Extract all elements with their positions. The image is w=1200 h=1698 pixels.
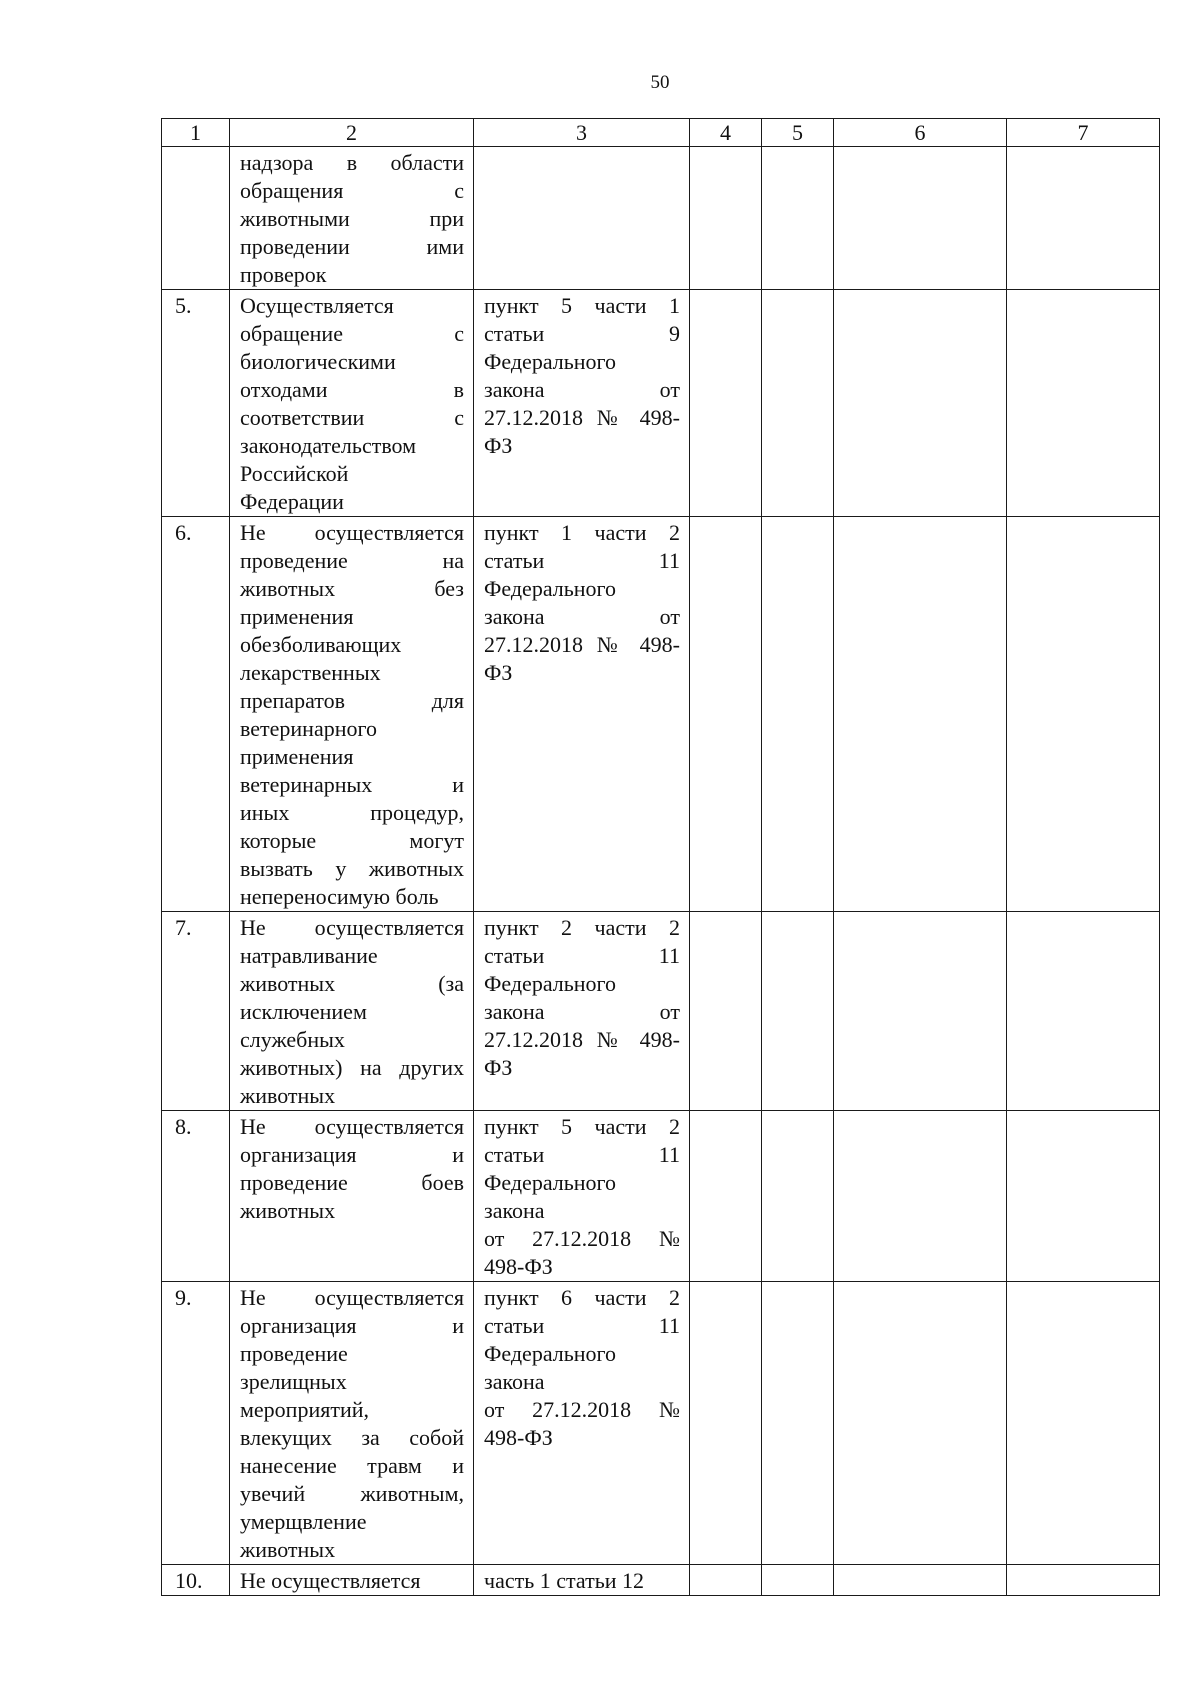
legal-reference-line: от 27.12.2018 № — [484, 1226, 680, 1251]
legal-reference-line: 498-ФЗ — [484, 1425, 553, 1450]
legal-reference-line: пункт 2 части 2 — [484, 915, 680, 940]
requirement-text-line: натравливание — [240, 943, 378, 968]
row-number — [162, 147, 230, 290]
requirement-text-line: вызвать у животных — [240, 856, 464, 881]
requirement-text-line: иных процедур, — [240, 800, 464, 825]
row-number: 5. — [162, 290, 230, 517]
requirement-text-line: служебных — [240, 1027, 345, 1052]
legal-reference-cell — [474, 1565, 690, 1596]
legal-reference-line: статьи 11 — [484, 943, 680, 968]
empty-cell-col-5 — [762, 912, 834, 1111]
table-row — [162, 517, 1160, 912]
legal-reference-cell — [474, 147, 690, 290]
empty-cell-col-4 — [690, 517, 762, 912]
empty-cell-col-7 — [1007, 1111, 1160, 1282]
empty-cell-col-4 — [690, 147, 762, 290]
empty-cell-col-6 — [834, 517, 1007, 912]
legal-reference-line: 27.12.2018 № 498- — [484, 405, 680, 430]
requirement-text-line: соответствии с — [240, 405, 464, 430]
empty-cell-col-4 — [690, 290, 762, 517]
row-number: 8. — [162, 1111, 230, 1282]
requirement-text-line: ветеринарного — [240, 716, 377, 741]
empty-cell-col-4 — [690, 1282, 762, 1565]
legal-reference-line: пункт 6 части 2 — [484, 1285, 680, 1310]
requirements-table — [161, 118, 1160, 1596]
requirement-text-line: влекущих за собой — [240, 1425, 464, 1450]
empty-cell-col-5 — [762, 147, 834, 290]
legal-reference-line: статьи 9 — [484, 321, 680, 346]
legal-reference-line: часть 1 статьи 12 — [484, 1568, 645, 1593]
legal-reference-line: ФЗ — [484, 433, 513, 458]
requirement-text-cell — [230, 147, 474, 290]
legal-reference-cell — [474, 1282, 690, 1565]
empty-cell-col-7 — [1007, 147, 1160, 290]
legal-reference-line: Федерального — [484, 1170, 617, 1195]
legal-reference-line: 498-ФЗ — [484, 1254, 553, 1279]
requirement-text-line: нанесение травм и — [240, 1453, 464, 1478]
requirement-text-line: надзора в области — [240, 150, 464, 175]
empty-cell-col-6 — [834, 1282, 1007, 1565]
column-header-2: 2 — [230, 119, 474, 147]
requirement-text-line: применения — [240, 604, 354, 629]
requirement-text-line: Не осуществляется — [240, 1285, 464, 1310]
legal-reference-line: ФЗ — [484, 1055, 513, 1080]
requirement-text-line: применения — [240, 744, 354, 769]
table-row — [162, 147, 1160, 290]
requirement-text-line: животными при — [240, 206, 464, 231]
requirement-text-line: умерщвление — [240, 1509, 367, 1534]
row-number: 9. — [162, 1282, 230, 1565]
legal-reference-line: Федерального — [484, 971, 617, 996]
column-header-3: 3 — [474, 119, 690, 147]
table-row — [162, 912, 1160, 1111]
legal-reference-line: закона от — [484, 999, 680, 1024]
legal-reference-line: статьи 11 — [484, 1313, 680, 1338]
requirement-text-line: Не осуществляется — [240, 520, 464, 545]
legal-reference-line: Федерального — [484, 576, 617, 601]
requirement-text-cell — [230, 912, 474, 1111]
legal-reference-line: 27.12.2018 № 498- — [484, 632, 680, 657]
empty-cell-col-6 — [834, 290, 1007, 517]
requirement-text-line: проведение на — [240, 548, 464, 573]
requirement-text-line: животных — [240, 1083, 336, 1108]
requirement-text-line: ветеринарных и — [240, 772, 464, 797]
page-number: 50 — [650, 72, 670, 93]
table-row — [162, 290, 1160, 517]
legal-reference-line: ФЗ — [484, 660, 513, 685]
column-header-1: 1 — [162, 119, 230, 147]
table-row — [162, 1565, 1160, 1596]
table-body — [162, 147, 1160, 1596]
requirement-text-line: животных) на других — [240, 1055, 464, 1080]
requirement-text-line: Не осуществляется — [240, 1114, 464, 1139]
row-number: 7. — [162, 912, 230, 1111]
requirement-text-line: лекарственных — [240, 660, 381, 685]
empty-cell-col-5 — [762, 290, 834, 517]
legal-reference-line: статьи 11 — [484, 548, 680, 573]
legal-reference-line: Федерального — [484, 349, 617, 374]
requirement-text-line: биологическими — [240, 349, 396, 374]
column-header-4: 4 — [690, 119, 762, 147]
requirement-text-line: отходами в — [240, 377, 464, 402]
empty-cell-col-4 — [690, 912, 762, 1111]
requirement-text-line: обращения с — [240, 178, 464, 203]
requirement-text-cell — [230, 290, 474, 517]
requirement-text-line: препаратов для — [240, 688, 464, 713]
requirement-text-line: проведении ими — [240, 234, 464, 259]
legal-reference-line: закона — [484, 1198, 545, 1223]
empty-cell-col-4 — [690, 1111, 762, 1282]
legal-reference-cell — [474, 1111, 690, 1282]
requirement-text-line: Федерации — [240, 489, 344, 514]
column-header-5: 5 — [762, 119, 834, 147]
requirement-text-line: законодательством — [240, 433, 417, 458]
legal-reference-line: от 27.12.2018 № — [484, 1397, 680, 1422]
legal-reference-line: статьи 11 — [484, 1142, 680, 1167]
legal-reference-line: закона от — [484, 604, 680, 629]
requirement-text-line: организация и — [240, 1313, 464, 1338]
empty-cell-col-5 — [762, 517, 834, 912]
empty-cell-col-5 — [762, 1111, 834, 1282]
requirement-text-line: проведение — [240, 1341, 348, 1366]
row-number: 10. — [162, 1565, 230, 1596]
legal-reference-line: закона от — [484, 377, 680, 402]
legal-reference-cell — [474, 517, 690, 912]
requirement-text-line: непереносимую боль — [240, 884, 439, 909]
empty-cell-col-7 — [1007, 912, 1160, 1111]
requirement-text-line: организация и — [240, 1142, 464, 1167]
requirement-text-line: которые могут — [240, 828, 464, 853]
requirement-text-line: обращение с — [240, 321, 464, 346]
requirement-text-line: исключением — [240, 999, 367, 1024]
requirement-text-line: Российской — [240, 461, 349, 486]
row-number: 6. — [162, 517, 230, 912]
requirement-text-line: животных — [240, 1537, 336, 1562]
legal-reference-line: 27.12.2018 № 498- — [484, 1027, 680, 1052]
requirement-text-line: Осуществляется — [240, 293, 394, 318]
table-row — [162, 1282, 1160, 1565]
empty-cell-col-7 — [1007, 517, 1160, 912]
legal-reference-cell — [474, 912, 690, 1111]
requirement-text-line: животных (за — [240, 971, 464, 996]
requirement-text-cell — [230, 517, 474, 912]
requirement-text-line: увечий животным, — [240, 1481, 464, 1506]
requirement-text-line: проверок — [240, 262, 327, 287]
requirement-text-cell — [230, 1111, 474, 1282]
empty-cell-col-4 — [690, 1565, 762, 1596]
column-header-7: 7 — [1007, 119, 1160, 147]
requirement-text-line: животных — [240, 1198, 336, 1223]
empty-cell-col-6 — [834, 147, 1007, 290]
legal-reference-line: пункт 5 части 2 — [484, 1114, 680, 1139]
table-header-row — [162, 119, 1160, 147]
requirement-text-line: зрелищных — [240, 1369, 347, 1394]
legal-reference-line: Федерального — [484, 1341, 617, 1366]
empty-cell-col-7 — [1007, 290, 1160, 517]
legal-reference-line: пункт 1 части 2 — [484, 520, 680, 545]
requirement-text-line: Не осуществляется — [240, 1568, 421, 1593]
requirement-text-line: обезболивающих — [240, 632, 402, 657]
empty-cell-col-6 — [834, 912, 1007, 1111]
table-row — [162, 1111, 1160, 1282]
empty-cell-col-7 — [1007, 1565, 1160, 1596]
empty-cell-col-5 — [762, 1565, 834, 1596]
empty-cell-col-6 — [834, 1565, 1007, 1596]
empty-cell-col-6 — [834, 1111, 1007, 1282]
empty-cell-col-5 — [762, 1282, 834, 1565]
requirement-text-cell — [230, 1282, 474, 1565]
requirement-text-cell — [230, 1565, 474, 1596]
legal-reference-line: закона — [484, 1369, 545, 1394]
column-header-6: 6 — [834, 119, 1007, 147]
requirement-text-line: Не осуществляется — [240, 915, 464, 940]
requirement-text-line: мероприятий, — [240, 1397, 370, 1422]
legal-reference-cell — [474, 290, 690, 517]
empty-cell-col-7 — [1007, 1282, 1160, 1565]
legal-reference-line: пункт 5 части 1 — [484, 293, 680, 318]
requirement-text-line: проведение боев — [240, 1170, 464, 1195]
requirement-text-line: животных без — [240, 576, 464, 601]
